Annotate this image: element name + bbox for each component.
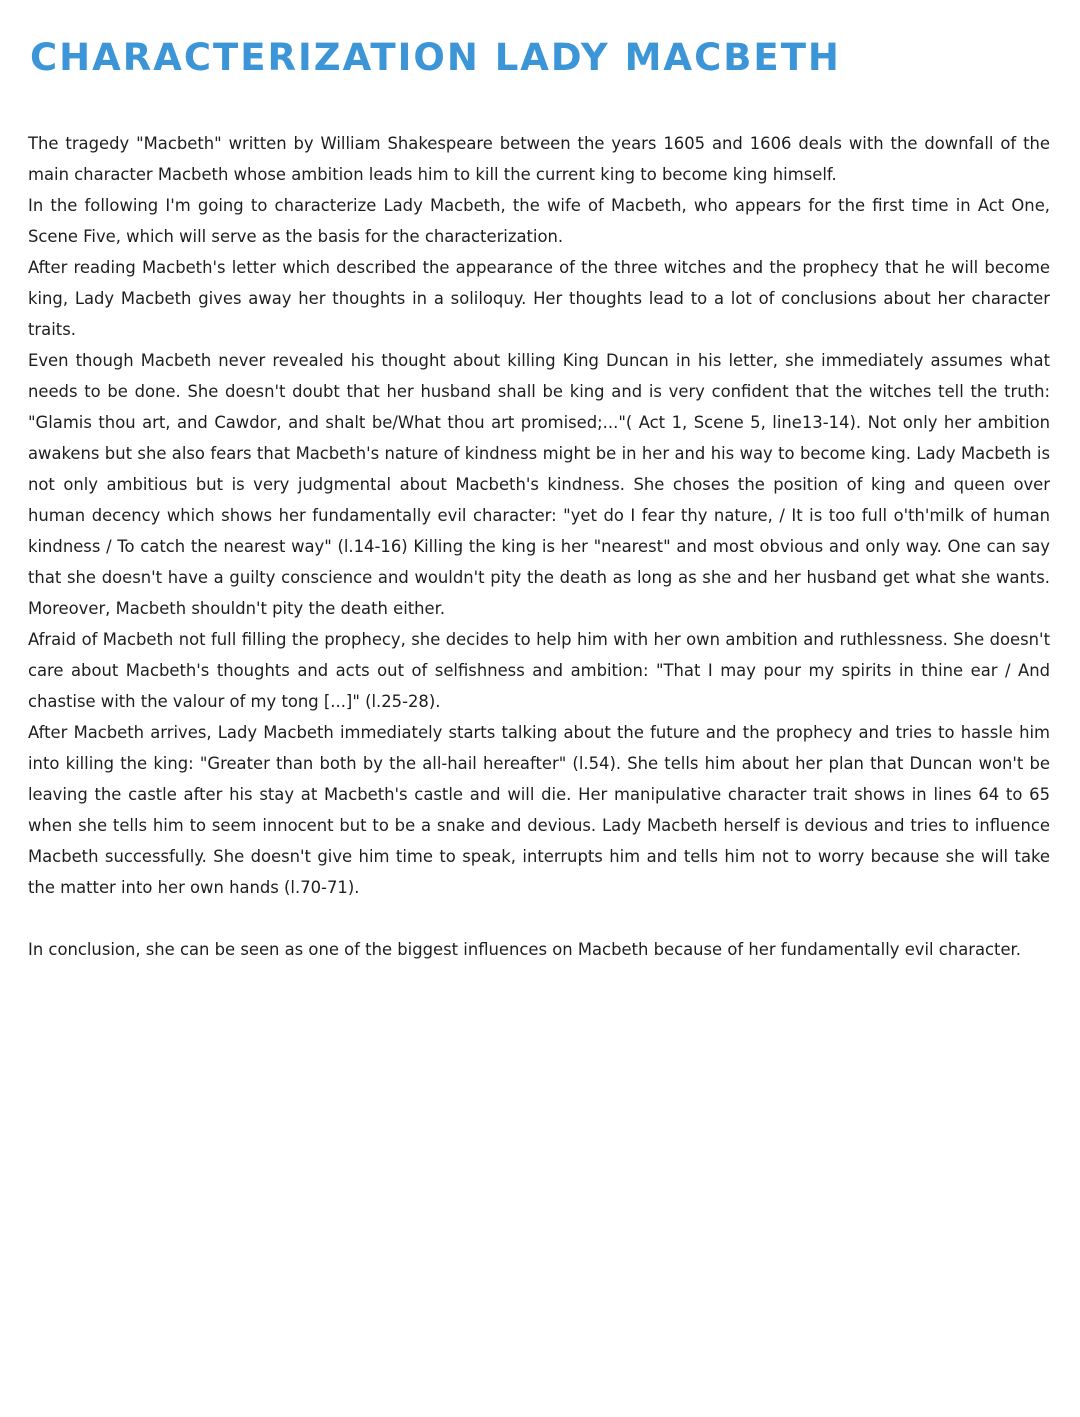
paragraph-scope: In the following I'm going to characterize Lady Macbeth, the wife of Macbeth, who appears for the first time in Act One, Scene Five, which will serve as the basis for the characterization. [28,196,1050,246]
paragraph-manipulation: After Macbeth arrives, Lady Macbeth immediately starts talking about the future and the prophecy and tries to hassle him into killing the king: "Greater than both by the all-hail hereafter" (l.54). She tells him about her plan that Duncan won't be leaving the castle after his stay at Macbeth's castle and will die. Her manipulative character trait shows in lines 64 to 65 when she tells him to seem innocent but to be a snake and devious. Lady Macbeth herself is devious and tries to influence Macbeth successfully. She doesn't give him time to speak, interrupts him and tells him not to worry because she will take the matter into her own hands (l.70-71). [28,723,1050,897]
paragraph-letter: After reading Macbeth's letter which described the appearance of the three witches and the prophecy that he will become king, Lady Macbeth gives away her thoughts in a soliloquy. Her thoughts lead to a lot of conclusions about her character traits. [28,258,1050,339]
document-body [28,128,1050,965]
paragraph-introduction: The tragedy "Macbeth" written by William Shakespeare between the years 1605 and 1606 deals with the downfall of the main character Macbeth whose ambition leads him to kill the current king to become king himself. [28,134,1050,184]
document-title: CHARACTERIZATION LADY MACBETH [30,36,841,79]
paragraph-ruthlessness: Afraid of Macbeth not full filling the prophecy, she decides to help him with her own ambition and ruthlessness. She doesn't care about Macbeth's thoughts and acts out of selfishness and ambition: "That I may pour my spirits in thine ear / And chastise with the valour of my tong [...]" (l.25-28). [28,630,1050,711]
paragraph-conclusion: In conclusion, she can be seen as one of the biggest influences on Macbeth because of her fundamentally evil character. [28,940,1021,959]
paragraph-ambition: Even though Macbeth never revealed his thought about killing King Duncan in his letter, she immediately assumes what needs to be done. She doesn't doubt that her husband shall be king and is very confident that the witches tell the truth: "Glamis thou art, and Cawdor, and shalt be/What thou art promised;..."( Act 1, Scene 5, line13-14). Not only her ambition awakens but she also fears that Macbeth's nature of kindness might be in her and his way to become king. Lady Macbeth is not only ambitious but is very judgmental about Macbeth's kindness. She choses the position of king and queen over human decency which shows her fundamentally evil character: "yet do I fear thy nature, / It is too full o'th'milk of human kindness / To catch the nearest way" (l.14-16) Killing the king is her "nearest" and most obvious and only way. One can say that she doesn't have a guilty conscience and wouldn't pity the death as long as she and her husband get what she wants. Moreover, Macbeth shouldn't pity the death either. [28,351,1050,618]
